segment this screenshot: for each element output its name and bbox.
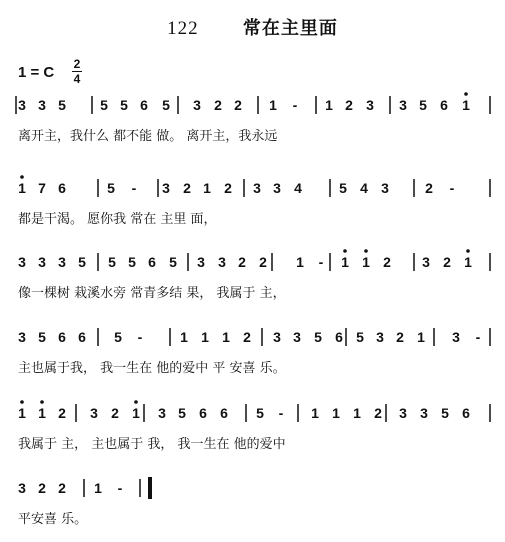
- note: 3: [293, 329, 301, 345]
- note: 5: [169, 254, 177, 270]
- lyric-line: 我属于 主， 主也属于 我， 我一生在 他的爱中: [18, 437, 286, 452]
- note: 5: [128, 254, 136, 270]
- note: 5: [107, 180, 115, 196]
- high-octave-dot: [343, 249, 347, 253]
- note: 6: [462, 405, 470, 421]
- note: 1: [296, 254, 304, 270]
- note: 5: [256, 405, 264, 421]
- note: 6: [220, 405, 228, 421]
- note: 5: [441, 405, 449, 421]
- note: 2: [345, 97, 353, 113]
- note: 6: [58, 180, 66, 196]
- note: 3: [193, 97, 201, 113]
- note: 6: [140, 97, 148, 113]
- note: 3: [273, 180, 281, 196]
- note: 3: [162, 180, 170, 196]
- high-octave-dot: [466, 249, 470, 253]
- note: 2: [224, 180, 232, 196]
- hymn-number: 122: [167, 18, 199, 39]
- note: 5: [419, 97, 427, 113]
- note: 5: [58, 97, 66, 113]
- lyric-line: 平安喜 乐。: [18, 512, 88, 527]
- dash-note: -: [318, 254, 324, 270]
- high-octave-dot: [134, 400, 138, 404]
- time-signature-bottom: 4: [73, 72, 81, 86]
- note: 3: [381, 180, 389, 196]
- note: 5: [339, 180, 347, 196]
- note: 5: [114, 329, 122, 345]
- note: 5: [314, 329, 322, 345]
- note: 2: [111, 405, 119, 421]
- note: 3: [218, 254, 226, 270]
- note: 2: [38, 480, 46, 496]
- note: 3: [399, 405, 407, 421]
- note: 3: [420, 405, 428, 421]
- note: 3: [197, 254, 205, 270]
- final-barline: [148, 477, 152, 499]
- note: 1: [462, 97, 470, 113]
- note: 2: [214, 97, 222, 113]
- note: 3: [253, 180, 261, 196]
- note: 3: [18, 329, 26, 345]
- note: 2: [238, 254, 246, 270]
- lyric-line: 主也属于我， 我一生在 他的爱中 平 安喜 乐。: [18, 361, 286, 376]
- high-octave-dot: [464, 92, 468, 96]
- note: 1: [332, 405, 340, 421]
- note: 1: [353, 405, 361, 421]
- note: 2: [383, 254, 391, 270]
- note: 3: [376, 329, 384, 345]
- note: 2: [374, 405, 382, 421]
- note: 4: [294, 180, 302, 196]
- note: 4: [360, 180, 368, 196]
- high-octave-dot: [20, 175, 24, 179]
- note: 5: [78, 254, 86, 270]
- note: 5: [356, 329, 364, 345]
- song-name: 常在主里面: [242, 18, 338, 39]
- note: 1: [38, 405, 46, 421]
- note: 2: [396, 329, 404, 345]
- note: 1: [180, 329, 188, 345]
- note: 5: [38, 329, 46, 345]
- key-signature: 1 = C: [18, 64, 55, 81]
- note: 3: [422, 254, 430, 270]
- note: 1: [132, 405, 140, 421]
- note: 1: [464, 254, 472, 270]
- note: 6: [148, 254, 156, 270]
- note: 6: [440, 97, 448, 113]
- dash-note: -: [117, 480, 123, 496]
- note: 1: [94, 480, 102, 496]
- note: 1: [203, 180, 211, 196]
- note: 6: [199, 405, 207, 421]
- note: 3: [366, 97, 374, 113]
- note: 3: [18, 254, 26, 270]
- note: 3: [38, 97, 46, 113]
- note: 6: [335, 329, 343, 345]
- note: 2: [58, 480, 66, 496]
- note: 1: [269, 97, 277, 113]
- note: 6: [58, 329, 66, 345]
- dash-note: -: [278, 405, 284, 421]
- lyric-line: 离开主，我什么 都不能 做。 离开主，我永远: [18, 129, 278, 144]
- high-octave-dot: [364, 249, 368, 253]
- note: 2: [58, 405, 66, 421]
- note: 3: [158, 405, 166, 421]
- note: 3: [273, 329, 281, 345]
- lyric-line: 都是干渴。 愿你我 常在 主里 面，: [18, 212, 217, 227]
- dash-note: -: [292, 97, 298, 113]
- note: 5: [108, 254, 116, 270]
- note: 1: [201, 329, 209, 345]
- note: 5: [120, 97, 128, 113]
- note: 1: [222, 329, 230, 345]
- high-octave-dot: [40, 400, 44, 404]
- note: 3: [58, 254, 66, 270]
- note: 3: [452, 329, 460, 345]
- note: 1: [417, 329, 425, 345]
- note: 2: [259, 254, 267, 270]
- note: 1: [18, 180, 26, 196]
- dash-note: -: [131, 180, 137, 196]
- note: 1: [362, 254, 370, 270]
- note: 3: [399, 97, 407, 113]
- note: 2: [443, 254, 451, 270]
- note: 2: [243, 329, 251, 345]
- dash-note: -: [449, 180, 455, 196]
- note: 5: [100, 97, 108, 113]
- note: 2: [425, 180, 433, 196]
- dash-note: -: [137, 329, 143, 345]
- note: 1: [311, 405, 319, 421]
- note: 3: [18, 97, 26, 113]
- note: 3: [38, 254, 46, 270]
- note: 2: [183, 180, 191, 196]
- dash-note: -: [475, 329, 481, 345]
- note: 5: [178, 405, 186, 421]
- note: 3: [90, 405, 98, 421]
- note: 1: [341, 254, 349, 270]
- time-signature-top: 2: [73, 57, 81, 71]
- note: 1: [325, 97, 333, 113]
- note: 7: [38, 180, 46, 196]
- high-octave-dot: [20, 400, 24, 404]
- note: 3: [18, 480, 26, 496]
- note: 5: [162, 97, 170, 113]
- note: 6: [78, 329, 86, 345]
- note: 1: [18, 405, 26, 421]
- note: 2: [234, 97, 242, 113]
- lyric-line: 像一棵树 栽溪水旁 常青多结 果， 我属于 主，: [18, 286, 286, 301]
